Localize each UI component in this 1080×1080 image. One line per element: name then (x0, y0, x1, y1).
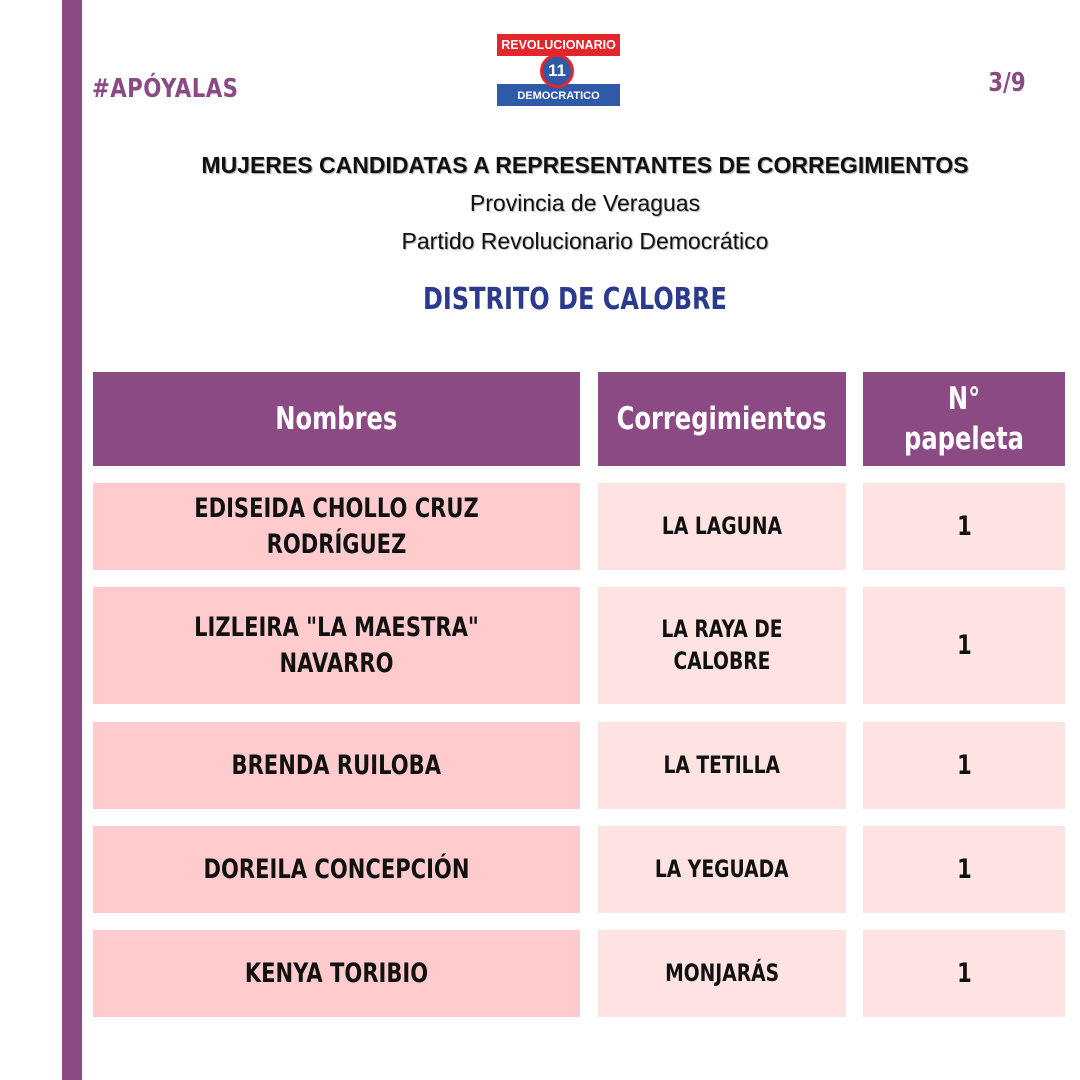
hashtag-label: #APÓYALAS (92, 74, 239, 104)
corregimiento-value: LA TETILLA (663, 750, 781, 779)
table-row-1-name (93, 483, 580, 570)
candidate-name: EDISEIDA CHOLLO CRUZ RODRÍGUEZ (194, 493, 479, 560)
table-row-1-corregimiento (598, 483, 846, 570)
papeleta-value: 1 (956, 853, 972, 885)
papeleta-value: 1 (956, 510, 972, 542)
district-title-text: DISTRITO DE CALOBRE (423, 282, 727, 317)
logo-number-badge: 11 (540, 54, 574, 88)
table-row-5-papeleta (863, 930, 1065, 1017)
left-accent-bar (62, 0, 82, 1080)
papeleta-value: 1 (956, 957, 972, 989)
candidate-name: DOREILA CONCEPCIÓN (203, 853, 470, 885)
corregimiento-value: LA LAGUNA (661, 511, 783, 540)
candidate-name: BRENDA RUILOBA (231, 749, 442, 781)
candidate-name: KENYA TORIBIO (244, 957, 429, 989)
party-logo (497, 34, 620, 106)
province-line: Provincia de Veraguas (469, 190, 701, 216)
table-row-3-papeleta (863, 722, 1065, 809)
table-row-3-corregimiento (598, 722, 846, 809)
logo-bottom-text: DEMOCRATICO (497, 84, 620, 106)
party-line: Partido Revolucionario Democrático (401, 228, 769, 254)
table-row-4-corregimiento (598, 826, 846, 913)
page-indicator: 3/9 (988, 68, 1026, 98)
column-header-corregimientos-label: Corregimientos (617, 400, 827, 437)
papeleta-value: 1 (956, 749, 972, 781)
table-row-5-corregimiento (598, 930, 846, 1017)
district-title (148, 282, 1002, 317)
main-heading: MUJERES CANDIDATAS A REPRESENTANTES DE CORREGIMIENTOS (201, 152, 969, 178)
column-header-names (93, 372, 580, 466)
corregimiento-value: LA RAYA DE CALOBRE (661, 615, 783, 675)
table-row-1-papeleta (863, 483, 1065, 570)
column-header-names-label: Nombres (275, 400, 398, 437)
table-row-5-name (93, 930, 580, 1017)
table-row-4-name (93, 826, 580, 913)
table-row-3-name (93, 722, 580, 809)
corregimiento-value: LA YEGUADA (655, 854, 789, 883)
corregimiento-value: MONJARÁS (664, 958, 780, 987)
table-row-2-name (93, 587, 580, 704)
column-header-papeleta (863, 372, 1065, 466)
table-row-2-papeleta (863, 587, 1065, 704)
papeleta-value: 1 (956, 629, 972, 661)
logo-top-text: REVOLUCIONARIO (497, 34, 620, 56)
column-header-corregimientos (598, 372, 846, 466)
table-row-4-papeleta (863, 826, 1065, 913)
table-row-2-corregimiento (598, 587, 846, 704)
column-header-papeleta-label: N° papeleta (904, 380, 1024, 457)
candidate-name: LIZLEIRA "LA MAESTRA" NAVARRO (194, 612, 479, 679)
